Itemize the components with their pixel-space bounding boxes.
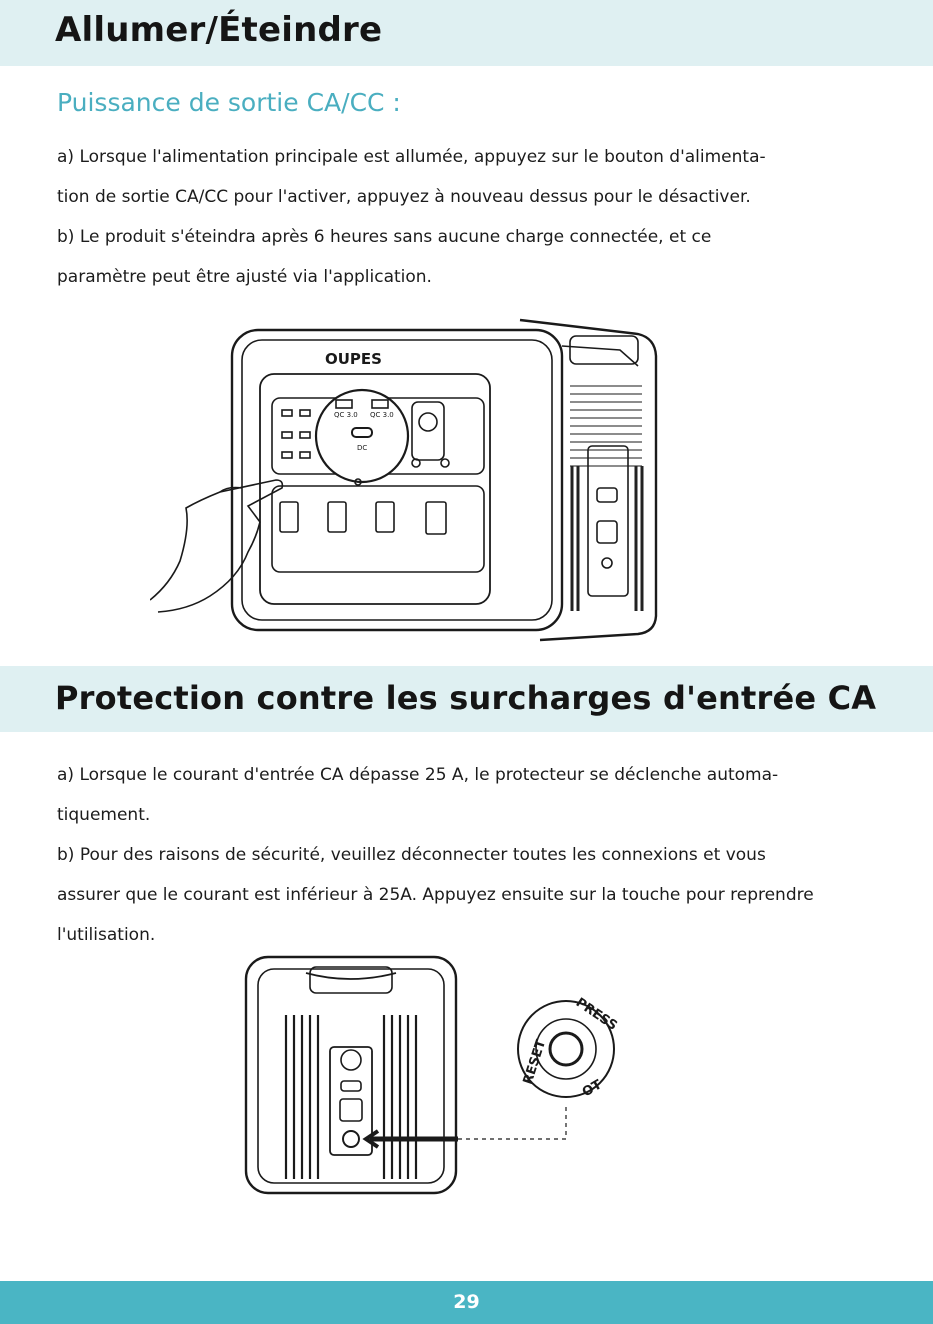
section1-body <box>57 137 907 297</box>
section-header-band <box>0 666 933 732</box>
body-line: tion de sortie CA/CC pour l'activer, appuyez à nouveau dessus pour le désactiver. <box>57 187 751 207</box>
side-vent-ribs <box>570 386 642 466</box>
body-line: b) Pour des raisons de sécurité, veuillez déconnecter toutes les connexions et vous <box>57 845 766 865</box>
section-title-power: Allumer/Éteindre <box>55 10 383 50</box>
section2-body <box>57 755 907 955</box>
body-line: assurer que le courant est inférieur à 25A. Appuyez ensuite sur la touche pour reprendre <box>57 885 814 905</box>
power-station-side-illustration <box>240 955 630 1205</box>
body-line: b) Le produit s'éteindra après 6 heures sans aucune charge connectée, et ce <box>57 227 712 247</box>
body-line: a) Lorsque le courant d'entrée CA dépasse 25 A, le protecteur se déclenche automa- <box>57 765 779 785</box>
body-line: paramètre peut être ajusté via l'application. <box>57 267 432 287</box>
body-line: l'utilisation. <box>57 925 156 945</box>
dc-label: DC <box>357 444 368 452</box>
section-header-band <box>0 0 933 66</box>
reset-label: RESET <box>520 1037 550 1087</box>
press-label: PRESS <box>572 995 620 1034</box>
brand-logo-text: OUPES <box>325 350 382 368</box>
body-line: a) Lorsque l'alimentation principale est allumée, appuyez sur le bouton d'alimenta- <box>57 147 766 167</box>
usb-port-grid <box>282 410 310 458</box>
reset-button-small <box>343 1131 359 1147</box>
page-number: 29 <box>453 1291 480 1313</box>
body-line: tiquement. <box>57 805 151 825</box>
subsection-title-output: Puissance de sortie CA/CC : <box>57 88 401 117</box>
page-footer <box>0 1281 933 1324</box>
ac-outlets <box>280 502 446 534</box>
port-label: QC 3.0 <box>370 411 394 419</box>
pointing-hand <box>150 480 282 612</box>
section-title-overload: Protection contre les surcharges d'entrée CA <box>55 679 877 717</box>
ot-label: OT <box>579 1077 605 1101</box>
port-label: QC 3.0 <box>334 411 358 419</box>
power-station-front-illustration <box>150 316 670 646</box>
